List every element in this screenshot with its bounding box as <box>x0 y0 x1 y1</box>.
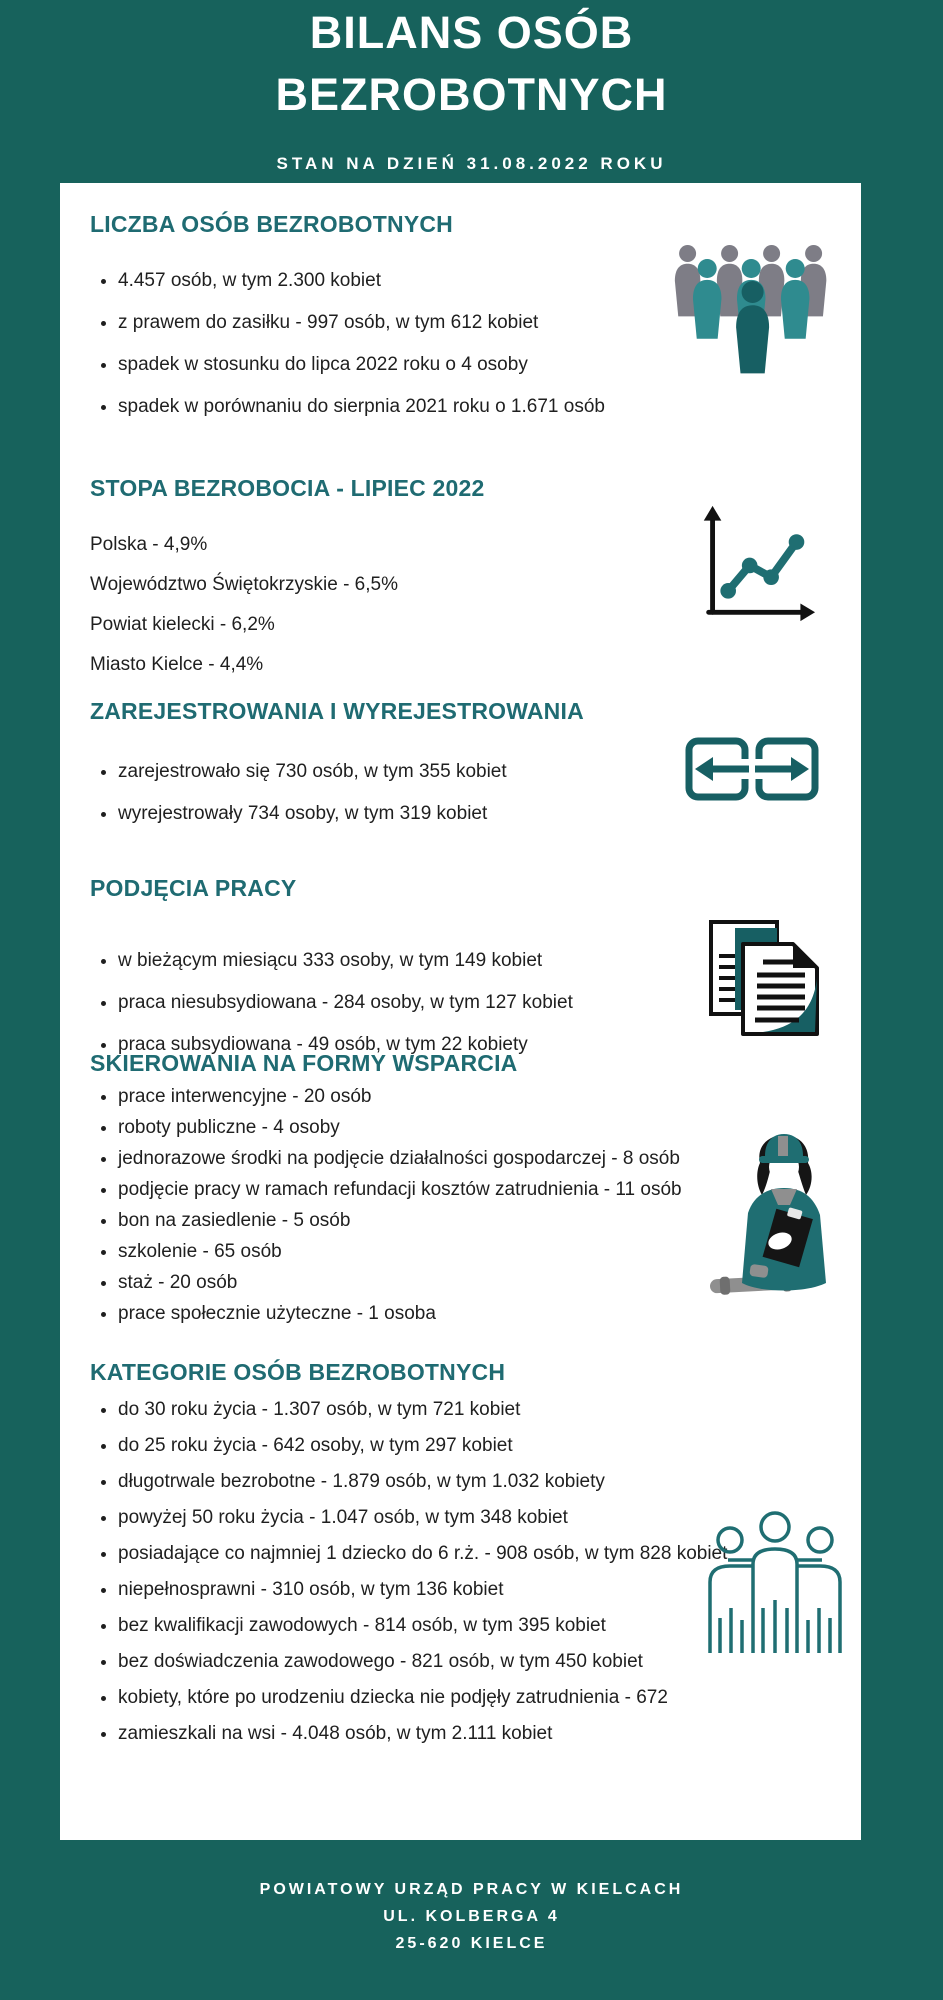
list-item: • do 25 roku życia - 642 osoby, w tym 297 kobiet <box>118 1428 735 1464</box>
list-item: • zarejestrowało się 730 osób, w tym 355 kobiet <box>118 753 690 790</box>
in-out-arrows-icon <box>683 733 821 805</box>
section-item-list <box>90 525 650 685</box>
section-title: ZAREJESTROWANIA I WYREJESTROWANIA <box>90 698 584 724</box>
list-item: • posiadające co najmniej 1 dziecko do 6 r.ż. - 908 osób, w tym 828 kobiet <box>118 1536 735 1572</box>
list-item: Miasto Kielce - 4,4% <box>90 654 264 675</box>
list-item: • podjęcie pracy w ramach refundacji kosztów zatrudnienia - 11 osób <box>118 1174 690 1205</box>
section-item-list <box>90 1081 690 1329</box>
section-title: PODJĘCIA PRACY <box>90 875 297 901</box>
list-item: • roboty publiczne - 4 osoby <box>118 1112 690 1143</box>
section-kategorie-osob-bezrobotnych <box>90 1358 735 1752</box>
footer-address <box>0 1876 943 1957</box>
list-item: • bon na zasiedlenie - 5 osób <box>118 1205 690 1236</box>
list-item: • w bieżącym miesiącu 333 osoby, w tym 149 kobiet <box>118 942 690 979</box>
list-item: Województwo Świętokrzyskie - 6,5% <box>90 574 398 595</box>
footer-line-city: 25-620 KIELCE <box>395 1935 548 1952</box>
page-title: BILANS OSÓB BEZROBOTNYCH <box>275 7 668 120</box>
people-outline-icon <box>700 1508 850 1653</box>
list-item: • prace interwencyjne - 20 osób <box>118 1081 690 1112</box>
list-item: • do 30 roku życia - 1.307 osób, w tym 721 kobiet <box>118 1392 735 1428</box>
list-item: • długotrwale bezrobotne - 1.879 osób, w tym 1.032 kobiety <box>118 1464 735 1500</box>
list-item: • spadek w stosunku do lipca 2022 roku o 4 osoby <box>118 346 690 383</box>
list-item: • prace społecznie użyteczne - 1 osoba <box>118 1298 690 1329</box>
list-item: • niepełnosprawni - 310 osób, w tym 136 kobiet <box>118 1572 735 1608</box>
section-liczba-osob-bezrobotnych <box>90 210 690 430</box>
documents-icon <box>705 916 823 1038</box>
list-item: • szkolenie - 65 osób <box>118 1236 690 1267</box>
section-podjecia-pracy <box>90 874 690 1068</box>
list-item: • wyrejestrowały 734 osoby, w tym 319 kobiet <box>118 795 690 832</box>
list-item: • 4.457 osób, w tym 2.300 kobiet <box>118 262 690 299</box>
list-item: • praca subsydiowana - 49 osób, w tym 22 kobiety <box>118 1026 690 1063</box>
section-title: LICZBA OSÓB BEZROBOTNYCH <box>90 211 453 237</box>
section-item-list <box>90 942 690 1063</box>
list-item: Powiat kielecki - 6,2% <box>90 614 275 635</box>
section-item-list <box>90 753 690 832</box>
list-item: • z prawem do zasiłku - 997 osób, w tym 612 kobiet <box>118 304 690 341</box>
content-card <box>60 183 861 1840</box>
section-title: STOPA BEZROBOCIA - LIPIEC 2022 <box>90 475 485 501</box>
list-item: • spadek w porównaniu do sierpnia 2021 roku o 1.671 osób <box>118 388 690 425</box>
section-zarejestrowania-i-wyrejestrowania <box>90 697 690 837</box>
page-subtitle: STAN NA DZIEŃ 31.08.2022 ROKU <box>276 154 667 173</box>
section-title: KATEGORIE OSÓB BEZROBOTNYCH <box>90 1359 506 1385</box>
list-item: Polska - 4,9% <box>90 534 208 555</box>
section-title: SKIEROWANIA NA FORMY WSPARCIA <box>90 1050 518 1076</box>
line-chart-icon <box>695 503 817 625</box>
list-item: • kobiety, które po urodzeniu dziecka nie podjęły zatrudnienia - 672 <box>118 1680 735 1716</box>
section-item-list <box>90 1392 735 1752</box>
list-item: • zamieszkali na wsi - 4.048 osób, w tym 2.111 kobiet <box>118 1716 735 1752</box>
crowd-icon <box>668 243 838 378</box>
list-item: • praca niesubsydiowana - 284 osoby, w tym 127 kobiet <box>118 984 690 1021</box>
footer-line-institution: POWIATOWY URZĄD PRACY W KIELCACH <box>259 1881 684 1898</box>
footer-line-street: UL. KOLBERGA 4 <box>383 1908 560 1925</box>
list-item: • staż - 20 osób <box>118 1267 690 1298</box>
female-worker-icon <box>708 1125 860 1301</box>
list-item: • jednorazowe środki na podjęcie działalności gospodarczej - 8 osób <box>118 1143 690 1174</box>
section-stopa-bezrobocia <box>90 474 650 685</box>
list-item: • bez doświadczenia zawodowego - 821 osób, w tym 450 kobiet <box>118 1644 735 1680</box>
section-item-list <box>90 262 690 425</box>
section-skierowania-na-formy-wsparcia <box>90 1049 690 1329</box>
list-item: • bez kwalifikacji zawodowych - 814 osób, w tym 395 kobiet <box>118 1608 735 1644</box>
list-item: • powyżej 50 roku życia - 1.047 osób, w tym 348 kobiet <box>118 1500 735 1536</box>
